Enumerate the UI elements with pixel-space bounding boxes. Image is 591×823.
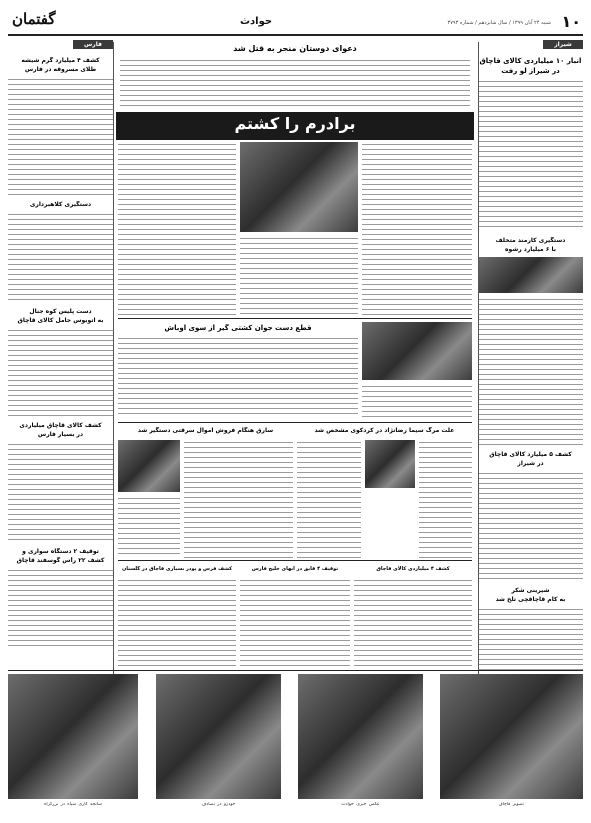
strip-photo-2 (156, 674, 281, 799)
right-headline-7: شیرینی شکر (511, 587, 550, 594)
left-headline-4: دست پلیس کوه جنال (29, 308, 92, 315)
left-headline-1: کشف ۴ میلیارد گرم شیشه (21, 57, 100, 64)
bottom-article-2 (240, 578, 350, 668)
lower-left-photo (118, 440, 180, 492)
left-headline-6: کشف کالای قاچاق میلیاردی (19, 422, 102, 429)
banner-article-left (118, 142, 236, 317)
right-headline-4: با ۶ میلیارد رشوه (505, 246, 556, 253)
left-headline-5: به اتوبوس حامل کالای قاچاق (17, 317, 104, 324)
bottom-headline-1: کشف فرس و پودر بسیاری قاچاق در گلستان (121, 566, 233, 572)
left-section-label: فارس (73, 40, 113, 49)
right-headline-8: به کام قاچاقچی تلخ شد (495, 596, 566, 603)
banner-article-middle (240, 236, 358, 317)
right-column (478, 40, 583, 760)
lower-left-article (184, 440, 293, 558)
left-headline-9: کشف ۲۲ رأس گوسفند قاچاق (16, 557, 105, 564)
strip-photo-4 (440, 674, 583, 799)
strip-photo-1 (8, 674, 138, 799)
page-number: ۱۰ (561, 12, 581, 31)
left-article-1 (8, 77, 113, 195)
left-article-3 (8, 328, 113, 416)
bottom-article-3 (354, 578, 472, 668)
caption-3: عکس خبری حوادث (341, 802, 380, 807)
section-title: حوادث (240, 16, 273, 27)
right-article-3 (478, 471, 583, 581)
banner-photo (240, 142, 358, 232)
bottom-headline-3: کشف ۴ میلیاردی کالای قاچاق (376, 566, 450, 572)
right-article-2 (478, 297, 583, 447)
left-headline-3: دستگیری کلاهبرداری (29, 201, 92, 208)
lower-left-headline: سارق هنگام فروش اموال سرقتی دستگیر شد (137, 427, 274, 434)
column-rule-right (478, 42, 479, 762)
right-headline-2: در شیراز لو رفت (501, 67, 560, 75)
photo-strip-rule (8, 670, 583, 671)
lower-right-article-2 (419, 440, 472, 558)
lower-left-article-2 (118, 496, 180, 558)
banner-headline: برادرم را کشتم (234, 114, 356, 133)
caption-1: سانحه کاری سپاه در بزرگراه (44, 802, 102, 807)
center-top-article (120, 58, 470, 106)
right-section-label: شیراز (543, 40, 583, 49)
bottom-article-1 (118, 578, 236, 668)
right-headline-1: انبار ۱۰ میلیاردی کالای قاچاق (479, 57, 582, 65)
right-headline-3: دستگیری کارمند متخلف (495, 237, 566, 244)
masthead (0, 0, 591, 40)
center-top-headline: دعوای دوستان منجر به قتل شد (233, 44, 357, 53)
date-line: شنبه ۲۴ آبان ۱۳۹۹ / سال شانزدهم / شماره ۳۷۹۳ (447, 20, 551, 26)
masthead-rule (8, 34, 583, 36)
mid-photo (362, 322, 472, 380)
bottom-rule (118, 560, 472, 561)
newspaper-logo: گفتمان (12, 10, 56, 28)
left-article-2 (8, 212, 113, 302)
left-article-5 (8, 568, 113, 646)
mid-headline: قطع دست جوان کشتی گیر از سوی اوباش (164, 324, 312, 332)
mid-article-right (362, 384, 472, 420)
lower-rule (118, 422, 472, 423)
strip-photo-3 (298, 674, 423, 799)
column-rule-left (113, 42, 114, 762)
right-headline-6: در شیراز (517, 460, 544, 467)
caption-2: خودرو در تصادف (201, 802, 236, 807)
right-headline-5: کشف ۵ میلیارد کالای قاچاق (489, 451, 572, 458)
mid-rule (118, 318, 472, 319)
left-headline-2: طلای مسروقه در فارس (24, 66, 97, 73)
left-headline-7: در بسیار فارس (37, 431, 84, 438)
lower-right-headline: علت مرگ سیما رضانژاد در کردکوی مشخص شد (314, 427, 455, 434)
left-column (8, 40, 113, 760)
mid-article (118, 336, 358, 418)
right-photo (478, 257, 583, 293)
left-article-4 (8, 442, 113, 542)
bottom-headline-2: توقیف ۴ قایق در آبهای خلیج فارس (251, 566, 339, 572)
right-article-1 (478, 79, 583, 231)
lower-right-photo (365, 440, 415, 488)
lower-right-article (297, 440, 361, 558)
caption-4: تصویر قاچاق (499, 802, 524, 807)
banner-article-right (362, 142, 472, 317)
left-headline-8: توقیف ۲ دستگاه سواری و (22, 548, 99, 555)
